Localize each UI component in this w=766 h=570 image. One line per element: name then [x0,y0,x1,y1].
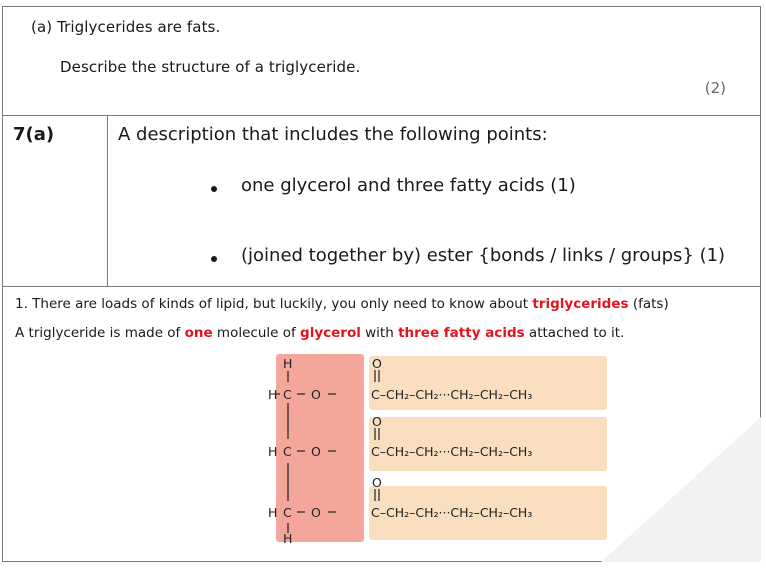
atom-o: O [311,444,321,459]
fatty-acid-chain-2: C–CH₂–CH₂···CH₂–CH₂–CH₃ [371,444,533,459]
divider-column [107,115,108,286]
question-part: (a) [31,18,53,36]
atom-h: H [268,444,278,459]
highlight-one: one [184,325,213,341]
atom-h-bottom: H [283,531,293,546]
bullet-icon [211,186,217,192]
note-line-1: 1. There are loads of kinds of lipid, but luckily, you only need to know about triglycerides (fats) [15,296,669,312]
triglyceride-diagram [268,352,614,546]
markscheme-number: 7(a) [13,124,55,145]
question-stem-text: Triglycerides are fats. [57,18,221,36]
bullet-icon [211,256,217,262]
atom-o: O [311,387,321,402]
atom-c: C [283,444,292,459]
question-stem [31,18,220,36]
divider-question [3,115,760,116]
atom-o-carbonyl: O [372,414,382,429]
question-marks: (2) [704,79,726,97]
atom-c: C [283,387,292,402]
divider-markscheme [3,286,760,287]
note-line-2: A triglyceride is made of one molecule of glycerol with three fatty acids attached to it. [15,325,625,341]
highlight-triglycerides: triglycerides [532,296,629,312]
atom-o-carbonyl: O [372,475,382,490]
atom-o-carbonyl: O [372,356,382,371]
highlight-three-fatty-acids: three fatty acids [398,325,525,341]
markscheme-point-2: (joined together by) ester {bonds / links / groups} (1) [241,245,726,266]
markscheme-point-1: one glycerol and three fatty acids (1) [241,175,576,196]
markscheme-intro: A description that includes the following points: [118,124,548,145]
highlight-glycerol: glycerol [300,325,361,341]
atom-h: H [268,387,278,402]
atom-h: H [268,505,278,520]
fatty-acid-chain-1: C–CH₂–CH₂···CH₂–CH₂–CH₃ [371,387,533,402]
page-curl-shape [601,417,761,562]
atom-h-top: H [283,356,293,371]
atom-c: C [283,505,292,520]
fatty-acid-chain-3: C–CH₂–CH₂···CH₂–CH₂–CH₃ [371,505,533,520]
atom-o: O [311,505,321,520]
question-task: Describe the structure of a triglyceride. [60,58,361,76]
